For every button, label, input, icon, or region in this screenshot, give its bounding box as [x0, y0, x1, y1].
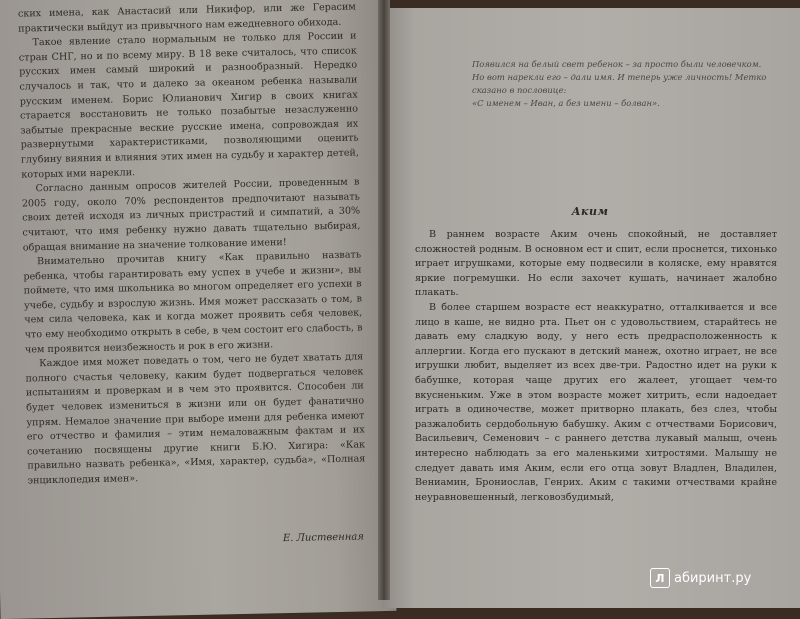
left-page [0, 0, 397, 619]
left-paragraph: Внимательно прочитав книгу «Как правильно назвать ребенка, чтобы гарантировать ему успех в учебе и жизни», вы поймете, что имя школьника во многом определяет его успехи в учебе, судьбу и взрослую жизнь. Имя может рассказать о том, в чем сила человека, как и когда может проявить себя человек, что ему необходимо открыть в себе, в чем состоит его слабость, в чем проявится неизбежность и рок в его жизни. [23, 249, 363, 356]
right-page-text [415, 228, 777, 505]
epigraph-line: «С именем – Иван, а без имени – болван». [472, 98, 660, 108]
epigraph-line: Появился на белый свет ребенок – за просто были человечком. Но вот нарекли его – дали имя. И теперь уже личность! Метко сказано в пословице: [472, 59, 767, 95]
author-signature: Е. Лиственная [282, 531, 365, 545]
labirint-logo-icon: Л [650, 568, 670, 588]
left-page-text [18, 1, 366, 490]
section-title: Аким [571, 205, 609, 218]
watermark-text: абиринт.ру [674, 570, 752, 586]
right-paragraph: В раннем возрасте Аким очень спокойный, не доставляет сложностей родным. В основном ест и спит, если проснется, тихонько играет игрушками, которые ему подвесили в коляске, ему нравятся яркие погремушки. Но если захочет кушать, начинает жалобно плакать. [415, 229, 777, 299]
left-paragraph: Каждое имя может поведать о том, чего не будет хватать для полного счастья человеку, каким будет подвергаться человек испытаниям и проверкам и в чем это проявится. Способен ли будет человек измениться в жизни или он будет фанатично упрям. Немалое значение при выборе имени для ребенка имеют его отчество и фамилия – этим немаловажным фактам и их сочетанию посвящены другие книги Б.Ю. Хигира: «Как правильно назвать ребенка», «Имя, характер, судьба», «Полная энциклопедия имен». [25, 351, 366, 487]
book-gutter [378, 0, 390, 600]
left-paragraph: ских имена, как Анастасий или Никифор, или же Герасим практически выйдут из привычного нам ежедневного обихода. [17, 1, 356, 35]
epigraph [472, 58, 772, 110]
labirint-watermark [650, 566, 795, 590]
left-paragraph: Такое явление стало нормальным не только для России и стран СНГ, но и по всему миру. В 18 веке считалось, что список русских имен самый широкий и разнообразный. Нередко случалось и так, что и далеко за океаном ребенка называли русским именем. Борис Юлианович Хигир в своих книгах старается восстановить не только позабытые незаслуженно забытые прекрасные веские русские имена, сопровождая их развернутыми характеристиками, позволяющими оценить глубину вияния и влияния этих имен на судьбу и характер детей, которых ими нарекли. [18, 30, 360, 181]
left-paragraph: Согласно данным опросов жителей России, проведенным в 2005 году, около 70% респондентов предпочитают называть своих детей исходя из личных пристрастий и симпатий, а 30% считают, что имя ребенку нужно давать тщательно выбирая, обращая внимание на значение толкование имени! [21, 176, 361, 254]
right-paragraph: В более старшем возрасте ест неаккуратно, отталкивается и все лицо в каше, не видно рта. Пьет он с удовольствием, старайтесь не давать ему сладкую воду, у него есть предрасположенность к аллергии. Когда его пускают в детский манеж, охотно играет, не все игрушки любит, выделяет из всех две-три. Радостно идет на руки к бабушке, которая чаще других его жалеет, угощает чем-то вкусненьким. Уже в этом возрасте может хитрить, если надоедает играть в одиночестве, может притворно плакать, без слез, чтобы разжалобить сердобольную бабушку. Аким с отчествами Борисович, Васильевич, Семенович – с раннего детства лукавый малыш, очень интересно наблюдать за его маленькими хитростями. Малышу не следует давать имя Аким, если его отца зовут Владлен, Владилен, Вениамин, Брониослав, Генрих. Аким с такими отчествами крайне неуравновешенный, легковозбудимый, [415, 301, 777, 503]
